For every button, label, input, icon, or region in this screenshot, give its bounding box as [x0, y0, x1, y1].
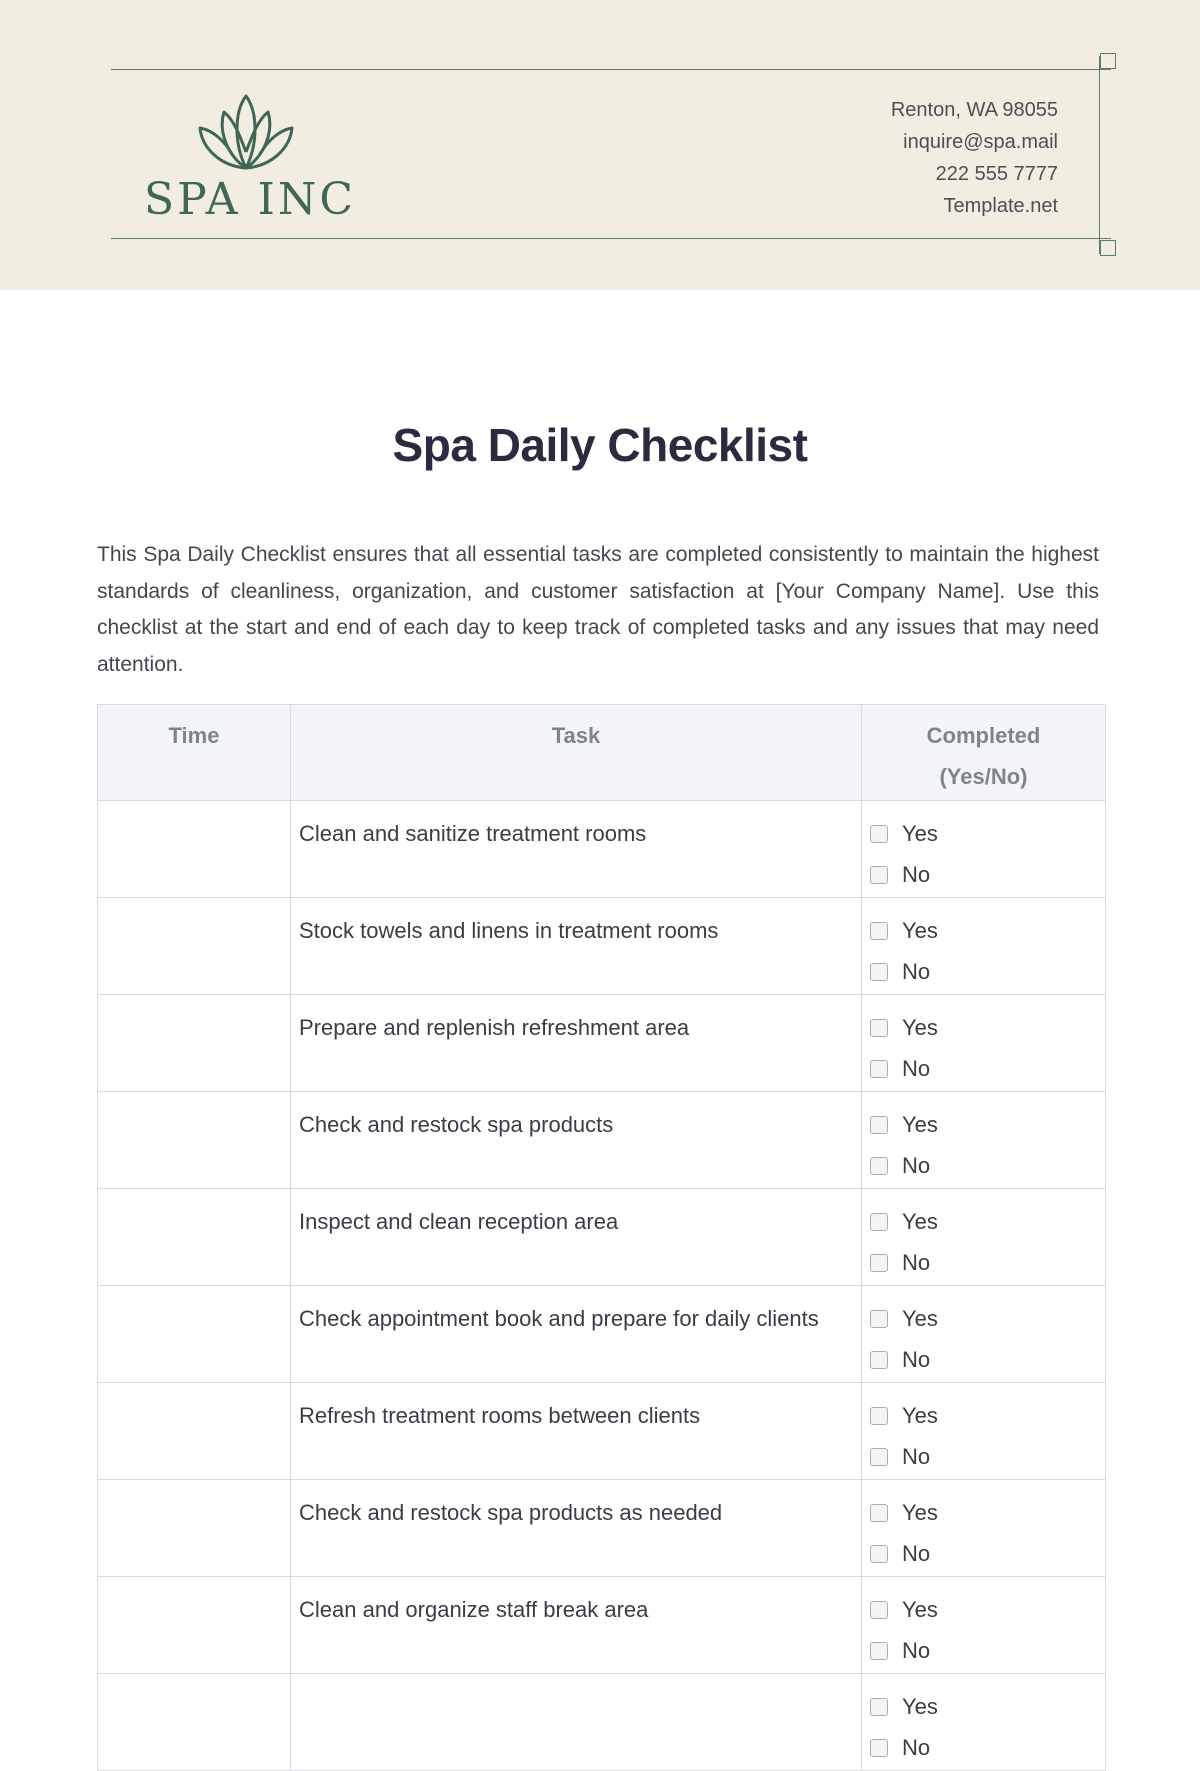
- no-checkbox[interactable]: [870, 963, 888, 981]
- table-header-row: [98, 705, 1106, 801]
- yes-label: Yes: [902, 1112, 938, 1137]
- no-checkbox[interactable]: [870, 1060, 888, 1078]
- time-cell[interactable]: [98, 995, 291, 1092]
- column-header-completed: Completed (Yes/No): [862, 705, 1106, 801]
- no-option[interactable]: [870, 1533, 1105, 1574]
- completed-cell: [862, 1189, 1106, 1286]
- table-row: [98, 1286, 1106, 1383]
- no-label: No: [902, 1153, 931, 1178]
- no-checkbox[interactable]: [870, 1351, 888, 1369]
- yes-label: Yes: [902, 1694, 938, 1719]
- no-option[interactable]: [870, 1145, 1105, 1186]
- no-checkbox[interactable]: [870, 1254, 888, 1272]
- corner-square-bottom: [1100, 240, 1116, 256]
- table-row: [98, 801, 1106, 898]
- no-checkbox[interactable]: [870, 1448, 888, 1466]
- contact-website[interactable]: Template.net: [943, 195, 1058, 217]
- completed-cell: [862, 898, 1106, 995]
- table-row: [98, 995, 1106, 1092]
- task-cell: Inspect and clean reception area: [291, 1189, 862, 1286]
- yes-label: Yes: [902, 1209, 938, 1234]
- top-rule: [111, 69, 1111, 70]
- completed-cell: [862, 801, 1106, 898]
- time-cell[interactable]: [98, 1092, 291, 1189]
- yes-option[interactable]: [870, 1104, 1105, 1145]
- completed-cell: [862, 1674, 1106, 1771]
- no-label: No: [902, 862, 931, 887]
- yes-label: Yes: [902, 1403, 938, 1428]
- yes-checkbox[interactable]: [870, 1504, 888, 1522]
- time-cell[interactable]: [98, 1286, 291, 1383]
- yes-checkbox[interactable]: [870, 825, 888, 843]
- yes-checkbox[interactable]: [870, 1116, 888, 1134]
- checklist-table: [97, 704, 1106, 1771]
- task-cell: [291, 1674, 862, 1771]
- time-cell[interactable]: [98, 801, 291, 898]
- no-label: No: [902, 959, 931, 984]
- no-option[interactable]: [870, 1630, 1105, 1671]
- task-cell: Stock towels and linens in treatment rooms: [291, 898, 862, 995]
- time-cell[interactable]: [98, 1674, 291, 1771]
- no-checkbox[interactable]: [870, 1157, 888, 1175]
- table-row: [98, 1480, 1106, 1577]
- no-checkbox[interactable]: [870, 1642, 888, 1660]
- yes-checkbox[interactable]: [870, 1310, 888, 1328]
- letterhead: [0, 0, 1200, 290]
- yes-checkbox[interactable]: [870, 1698, 888, 1716]
- task-cell: Check appointment book and prepare for daily clients: [291, 1286, 862, 1383]
- completed-cell: [862, 1383, 1106, 1480]
- table-row: [98, 1189, 1106, 1286]
- intro-paragraph: This Spa Daily Checklist ensures that all essential tasks are completed consistently to maintain the highest standards of cleanliness, organization, and customer satisfaction at [Your Company Name]. Use this checklist at the start and end of each day to keep track of completed tasks and any issues that may need attention.: [97, 543, 1099, 676]
- yes-label: Yes: [902, 821, 938, 846]
- no-checkbox[interactable]: [870, 866, 888, 884]
- no-label: No: [902, 1056, 931, 1081]
- yes-option[interactable]: [870, 1201, 1105, 1242]
- column-header-task: Task: [291, 705, 862, 801]
- completed-cell: [862, 1480, 1106, 1577]
- time-cell[interactable]: [98, 898, 291, 995]
- no-option[interactable]: [870, 1727, 1105, 1768]
- corner-square-top: [1100, 53, 1116, 69]
- task-cell: Refresh treatment rooms between clients: [291, 1383, 862, 1480]
- task-cell: Clean and organize staff break area: [291, 1577, 862, 1674]
- contact-phone: 222 555 7777: [935, 163, 1058, 185]
- no-option[interactable]: [870, 1242, 1105, 1283]
- table-row: [98, 1674, 1106, 1771]
- no-label: No: [902, 1541, 931, 1566]
- brand-name: SPA INC: [144, 174, 357, 225]
- time-cell[interactable]: [98, 1577, 291, 1674]
- time-cell[interactable]: [98, 1189, 291, 1286]
- yes-label: Yes: [902, 1597, 938, 1622]
- task-cell: Check and restock spa products: [291, 1092, 862, 1189]
- task-cell: Prepare and replenish refreshment area: [291, 995, 862, 1092]
- contact-block: [891, 94, 1058, 222]
- completed-cell: [862, 1577, 1106, 1674]
- yes-option[interactable]: [870, 1492, 1105, 1533]
- page-title: Spa Daily Checklist: [392, 419, 808, 471]
- table-row: [98, 898, 1106, 995]
- no-label: No: [902, 1250, 931, 1275]
- contact-email[interactable]: inquire@spa.mail: [903, 131, 1058, 153]
- no-label: No: [902, 1347, 931, 1372]
- table-row: [98, 1092, 1106, 1189]
- task-cell: Check and restock spa products as needed: [291, 1480, 862, 1577]
- yes-option[interactable]: [870, 910, 1105, 951]
- no-label: No: [902, 1735, 931, 1760]
- yes-option[interactable]: [870, 1298, 1105, 1339]
- yes-option[interactable]: [870, 1589, 1105, 1630]
- no-checkbox[interactable]: [870, 1545, 888, 1563]
- yes-option[interactable]: [870, 1686, 1105, 1727]
- no-option[interactable]: [870, 1048, 1105, 1089]
- yes-checkbox[interactable]: [870, 1601, 888, 1619]
- yes-checkbox[interactable]: [870, 1019, 888, 1037]
- time-cell[interactable]: [98, 1480, 291, 1577]
- no-checkbox[interactable]: [870, 1739, 888, 1757]
- no-option[interactable]: [870, 951, 1105, 992]
- table-row: [98, 1577, 1106, 1674]
- completed-cell: [862, 1092, 1106, 1189]
- no-label: No: [902, 1638, 931, 1663]
- no-label: No: [902, 1444, 931, 1469]
- time-cell[interactable]: [98, 1383, 291, 1480]
- completed-cell: [862, 995, 1106, 1092]
- no-option[interactable]: [870, 1339, 1105, 1380]
- yes-label: Yes: [902, 1500, 938, 1525]
- yes-label: Yes: [902, 1015, 938, 1040]
- completed-cell: [862, 1286, 1106, 1383]
- yes-checkbox[interactable]: [870, 922, 888, 940]
- contact-address: Renton, WA 98055: [890, 99, 1058, 121]
- bottom-rule: [111, 238, 1111, 239]
- yes-option[interactable]: [870, 813, 1105, 854]
- column-header-time: Time: [98, 705, 291, 801]
- yes-checkbox[interactable]: [870, 1213, 888, 1231]
- yes-option[interactable]: [870, 1007, 1105, 1048]
- yes-label: Yes: [902, 1306, 938, 1331]
- yes-label: Yes: [902, 918, 938, 943]
- side-rule: [1099, 56, 1100, 254]
- no-option[interactable]: [870, 1436, 1105, 1477]
- no-option[interactable]: [870, 854, 1105, 895]
- table-row: [98, 1383, 1106, 1480]
- yes-checkbox[interactable]: [870, 1407, 888, 1425]
- task-cell: Clean and sanitize treatment rooms: [291, 801, 862, 898]
- yes-option[interactable]: [870, 1395, 1105, 1436]
